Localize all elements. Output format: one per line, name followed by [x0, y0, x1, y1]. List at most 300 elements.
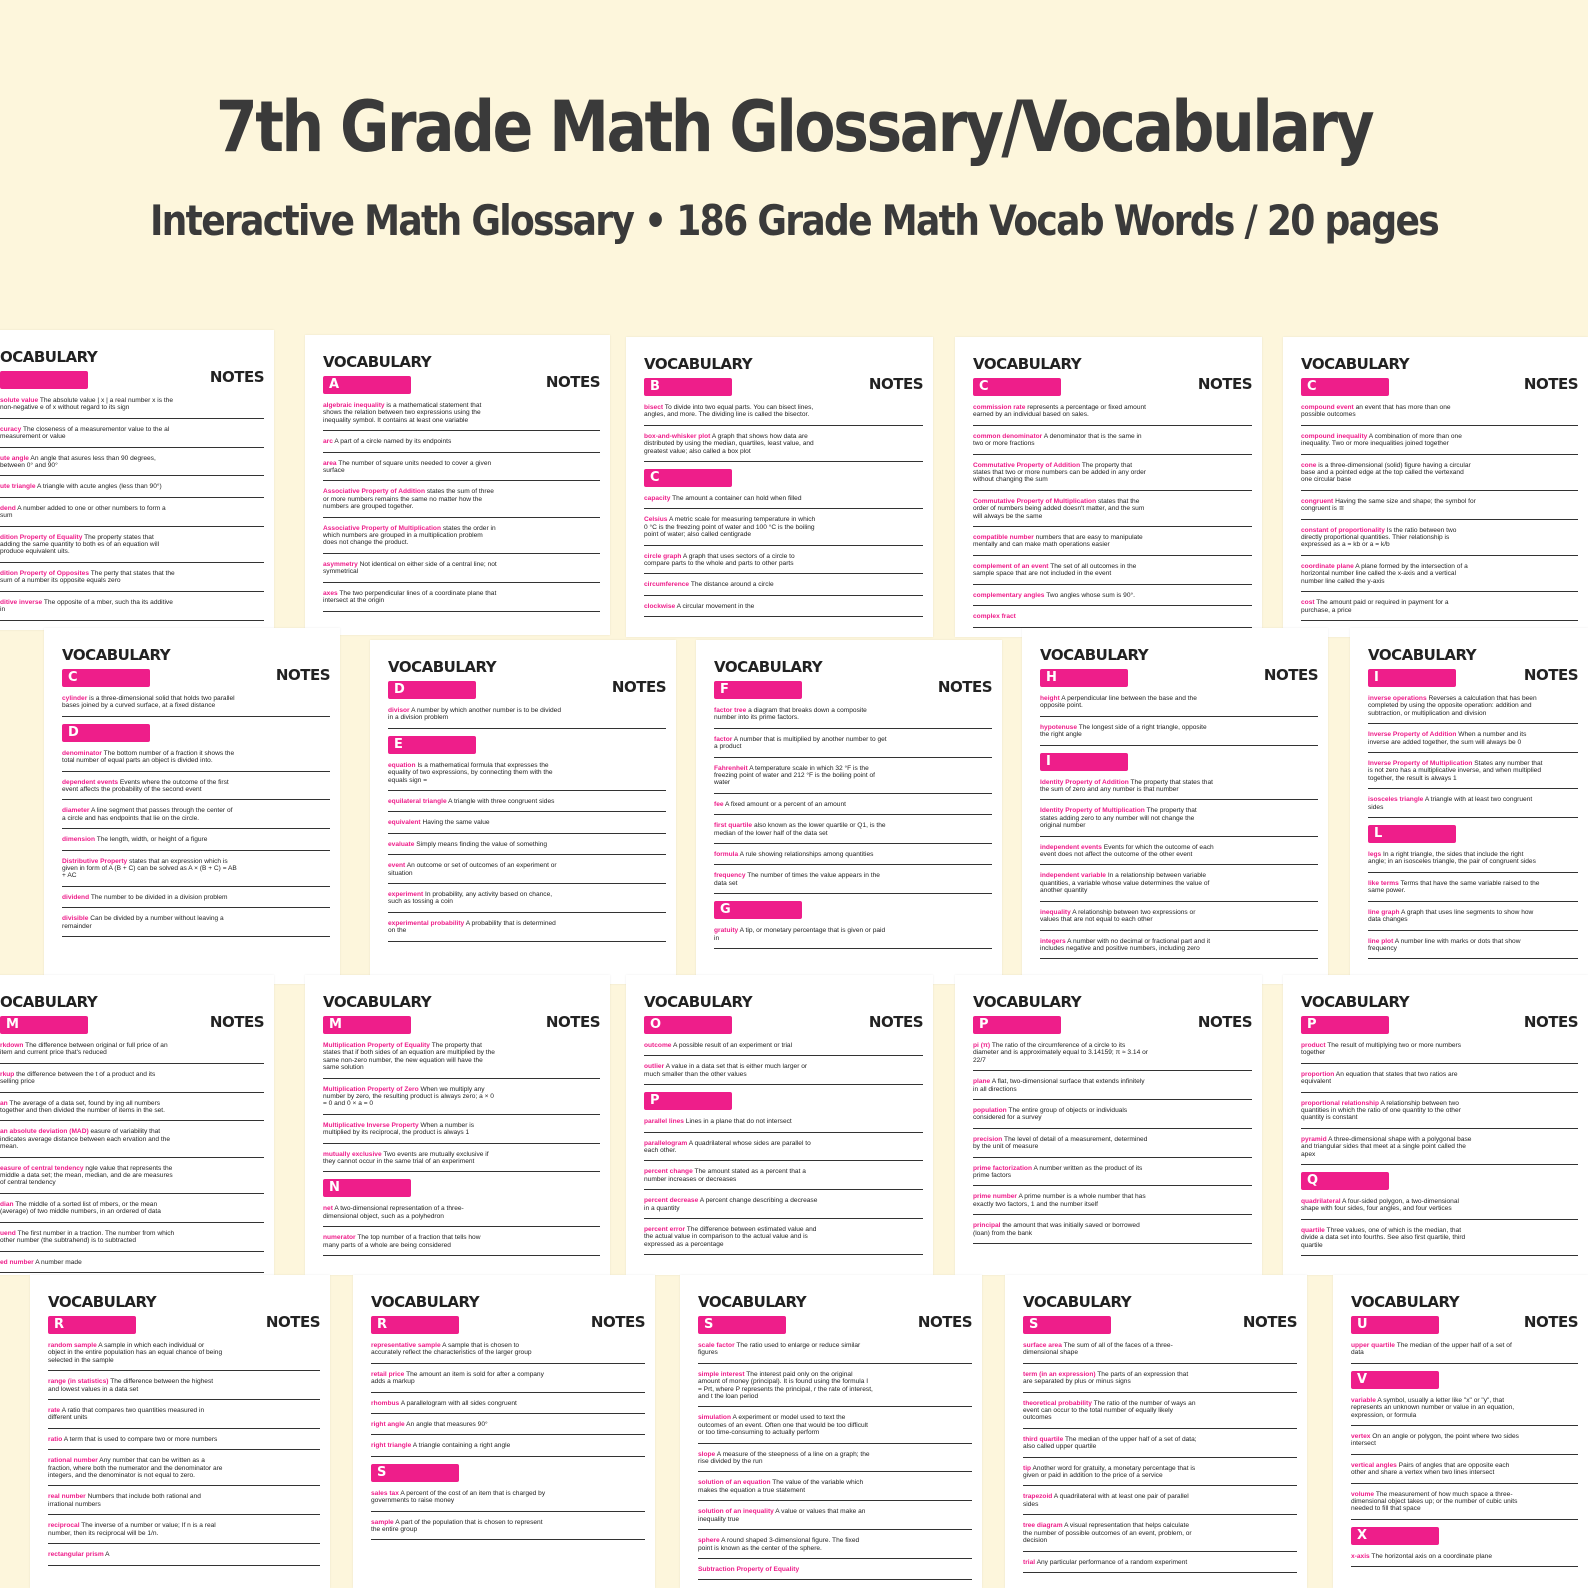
glossary-term: rectangular prism	[48, 1551, 104, 1559]
vocabulary-page	[680, 1275, 982, 1588]
glossary-entry	[698, 1371, 972, 1408]
vocabulary-page	[696, 640, 1002, 984]
vocabulary-heading: VOCABULARY	[1040, 646, 1149, 664]
glossary-definition: A visual representation that helps calculate the number of possible outcomes of an event, problem, or decision	[1023, 1522, 1192, 1545]
glossary-term: fee	[714, 800, 724, 808]
vocabulary-page	[44, 628, 340, 984]
glossary-definition: The number of square units needed to cover a given surface	[323, 459, 492, 475]
glossary-entry	[1368, 938, 1578, 960]
glossary-entry	[714, 765, 992, 794]
glossary-definition: A number added to one or other numbers to form a sum	[0, 504, 166, 520]
glossary-definition: The horizontal axis on a coordinate plane	[1371, 1552, 1493, 1560]
glossary-definition: The number of times the value appears in the data set	[714, 872, 880, 887]
glossary-term: precision	[973, 1135, 1003, 1143]
glossary-term: circumference	[644, 581, 690, 589]
glossary-definition: The property that states adding zero to any number will not change the original number	[1040, 807, 1197, 830]
glossary-definition: The sum of all of the faces of a three-dimensional shape	[1023, 1342, 1173, 1357]
glossary-entry	[698, 1451, 972, 1473]
glossary-entries	[1023, 1313, 1297, 1580]
glossary-definition: The interest paid only on the original amount of money (principal). It is found using the formula I = Prt, where P represents the principal, r the rate of interest, and t the loan period	[698, 1370, 873, 1401]
glossary-term: rational number	[48, 1457, 98, 1465]
glossary-term: Multiplicative Inverse Property	[323, 1121, 419, 1129]
glossary-entries	[1040, 666, 1318, 966]
glossary-entry	[48, 1457, 320, 1486]
glossary-entry	[698, 1479, 972, 1501]
glossary-entry	[1368, 909, 1578, 931]
glossary-term: height	[1040, 695, 1060, 702]
glossary-entry	[371, 1371, 645, 1393]
glossary-entry	[1023, 1436, 1297, 1458]
glossary-entry	[973, 433, 1252, 455]
glossary-definition: When a number and its inverse are added together, the sum will always be 0	[1368, 731, 1527, 746]
letter-badge: E	[388, 736, 476, 754]
glossary-entry	[388, 707, 666, 729]
glossary-term: cost	[1301, 599, 1315, 607]
glossary-entry	[644, 516, 923, 545]
header	[0, 0, 1588, 330]
glossary-definition: A triangle with acute angles (less than 90°)	[37, 483, 162, 491]
glossary-term: sample	[371, 1518, 394, 1526]
glossary-term: independent variable	[1040, 872, 1106, 880]
vocabulary-heading: VOCABULARY	[62, 646, 171, 664]
glossary-entry	[973, 1107, 1252, 1129]
glossary-term: cylinder	[62, 695, 88, 702]
glossary-entry	[644, 553, 923, 575]
glossary-entry	[1040, 872, 1318, 901]
letter-badge: G	[714, 901, 802, 919]
glossary-entry	[1301, 462, 1578, 491]
glossary-term: pi (π)	[973, 1042, 991, 1049]
glossary-definition: Two angles whose sum is 90°.	[1046, 591, 1135, 599]
glossary-definition: A round shaped 3-dimensional figure. The fixed point is known as the center of the sphere.	[698, 1537, 860, 1552]
glossary-entry	[323, 402, 600, 431]
glossary-term: range (in statistics)	[48, 1378, 109, 1386]
glossary-term: solute value	[0, 397, 39, 404]
glossary-entry	[0, 599, 264, 621]
glossary-term: quartile	[1301, 1226, 1325, 1234]
glossary-term: congruent	[1301, 497, 1334, 505]
glossary-entry	[323, 438, 600, 452]
glossary-definition: The length, width, or height of a figure	[96, 836, 208, 844]
glossary-term: Celsius	[644, 516, 668, 524]
glossary-entry	[48, 1407, 320, 1429]
glossary-definition: The ratio used to enlarge or reduce similar figures	[698, 1342, 861, 1357]
glossary-term: third quartile	[1023, 1435, 1064, 1443]
glossary-entries	[371, 1313, 645, 1547]
glossary-term: dimension	[62, 836, 95, 844]
glossary-definition: A relationship between two quantities in which the ratio of one quantity to the other quantity is constant	[1301, 1099, 1461, 1122]
glossary-term: event	[388, 862, 406, 870]
glossary-definition: also known as the lower quartile or Q1, is the median of the lower half of the data set	[714, 822, 886, 837]
glossary-definition: A graph that shows how data are distributed by using the median, quartiles, least value, and greatest value; also called a box plot	[644, 432, 814, 455]
glossary-entry	[0, 1259, 264, 1273]
letter-badge: S	[1023, 1316, 1111, 1334]
glossary-term: uend	[0, 1229, 16, 1237]
glossary-definition: A circular movement in the	[676, 602, 755, 610]
glossary-term: factor tree	[714, 707, 747, 714]
glossary-term: capacity	[644, 495, 671, 503]
glossary-entry	[323, 460, 600, 482]
glossary-term: simulation	[698, 1414, 731, 1422]
glossary-entry	[1301, 1198, 1578, 1220]
glossary-entry	[323, 1086, 600, 1115]
glossary-term: plane	[973, 1078, 991, 1086]
glossary-entry	[323, 590, 600, 612]
glossary-entry	[1040, 938, 1318, 960]
glossary-entry	[1351, 1433, 1578, 1455]
glossary-definition: The perty that states that the sum of a number its opposite equals zero	[0, 569, 175, 585]
glossary-entry	[371, 1342, 645, 1364]
glossary-definition: Any number that can be written as a fraction, where both the numerator and the denominator are integers, and the denominator is not equal to zero.	[48, 1457, 223, 1480]
notes-heading: NOTES	[209, 368, 264, 386]
glossary-term: experimental probability	[388, 919, 465, 927]
glossary-term: dition Property of Opposites	[0, 569, 90, 577]
vocabulary-heading: VOCABULARY	[388, 658, 497, 676]
glossary-definition: A part of a circle named by its endpoints	[334, 438, 452, 446]
glossary-term: ditive inverse	[0, 598, 43, 606]
glossary-entry	[0, 397, 264, 419]
glossary-definition: An outcome or set of outcomes of an experiment or situation	[388, 862, 557, 877]
glossary-term: net	[323, 1205, 333, 1213]
glossary-entry	[644, 1140, 923, 1162]
glossary-term: constant of proportionality	[1301, 526, 1385, 534]
glossary-definition: The measurement of how much space a three-dimensional object takes up; or the number of cubic units needed to fill that space	[1351, 1490, 1518, 1513]
glossary-entry	[973, 1165, 1252, 1187]
vocabulary-heading: VOCABULARY	[323, 353, 432, 371]
glossary-entry	[1023, 1371, 1297, 1393]
glossary-term: hypotenuse	[1040, 723, 1078, 731]
glossary-entry	[62, 750, 330, 772]
glossary-entry	[48, 1522, 320, 1544]
glossary-entry	[62, 894, 330, 908]
glossary-term: ratio	[48, 1435, 63, 1443]
glossary-entry	[644, 581, 923, 595]
letter-badge: M	[0, 1016, 88, 1034]
glossary-definition: A temperature scale in which 32 °F is the freezing point of water and 212 °F is the boiling point of water	[714, 764, 875, 787]
glossary-entry	[0, 1230, 264, 1252]
glossary-term: equilateral triangle	[388, 798, 447, 806]
glossary-definition: a diagram that breaks down a composite number into its prime factors.	[714, 707, 867, 722]
glossary-definition: Lines in a plane that do not intersect	[685, 1118, 792, 1126]
glossary-entry	[388, 891, 666, 913]
glossary-definition: An angle that measures 90°	[406, 1421, 488, 1429]
glossary-term: percent error	[644, 1226, 686, 1234]
glossary-entry	[0, 426, 264, 448]
glossary-entry	[371, 1519, 645, 1541]
glossary-term: bisect	[644, 404, 664, 411]
glossary-definition: A probability that is determined on the	[388, 919, 556, 935]
vocabulary-heading: VOCABULARY	[714, 658, 823, 676]
glossary-term: inequality	[1040, 908, 1071, 916]
glossary-definition: A metric scale for measuring temperature in which 0 °C is the freezing point of water and 100 °C is the boiling point of water; also called centigrade	[644, 516, 816, 539]
letter-badge: I	[1368, 669, 1456, 687]
glossary-term: algebraic inequality	[323, 402, 385, 409]
glossary-entries	[62, 666, 330, 944]
glossary-entry	[1301, 433, 1578, 455]
glossary-term: tip	[1023, 1464, 1032, 1472]
glossary-definition: A plane formed by the intersection of a horizontal number line called the x-axis and a vertical number line called the y-axis	[1301, 562, 1468, 585]
vocabulary-heading: VOCABULARY	[973, 355, 1082, 373]
glossary-term: Identity Property of Addition	[1040, 778, 1129, 786]
glossary-definition: A value or values that make an inequality true	[698, 1508, 866, 1523]
glossary-entry	[1040, 909, 1318, 931]
glossary-entry	[1023, 1522, 1297, 1551]
letter-badge: D	[62, 724, 150, 742]
glossary-definition: A parallelogram with all sides congruent	[400, 1399, 517, 1407]
glossary-term: rhombus	[371, 1399, 400, 1407]
glossary-definition: A triangle with at least two congruent sides	[1368, 796, 1533, 811]
glossary-term: Identity Property of Multiplication	[1040, 807, 1145, 815]
glossary-term: ute angle	[0, 454, 29, 462]
glossary-entry	[1368, 880, 1578, 902]
glossary-term: simple interest	[698, 1370, 745, 1378]
notes-heading: NOTES	[1242, 1313, 1297, 1331]
glossary-term: Associative Property of Multiplication	[323, 524, 441, 532]
glossary-entries	[323, 373, 600, 619]
glossary-term: ute triangle	[0, 483, 36, 491]
glossary-definition: A tip, or monetary percentage that is given or paid in	[714, 927, 886, 942]
vocabulary-heading: VOCABULARY	[1368, 646, 1477, 664]
glossary-definition: states that the order of numbers being added doesn't matter, and the sum will always be the same	[973, 497, 1145, 520]
glossary-definition: The middle of a sorted list of mbers, or the mean (average) of two middle numbers, in an ordered of data	[0, 1200, 161, 1216]
glossary-entry	[1368, 796, 1578, 818]
glossary-term: numerator	[323, 1234, 356, 1242]
glossary-definition: The property that states that if both sides of an equation are multiplied by the same non-zero number, the new equation will have the same solution	[323, 1042, 495, 1072]
glossary-definition: Having the same size and shape; the symbol for congruent is ≅	[1301, 497, 1476, 513]
glossary-entry	[62, 915, 330, 937]
glossary-definition: The difference between original or full price of an item and current price that's reduced	[0, 1042, 168, 1057]
glossary-term: Inverse Property of Addition	[1368, 731, 1457, 739]
glossary-entry	[1040, 695, 1318, 717]
glossary-term: formula	[714, 851, 739, 859]
glossary-entry	[1023, 1465, 1297, 1487]
glossary-entry	[1351, 1462, 1578, 1484]
glossary-term: legs	[1368, 851, 1382, 859]
glossary-definition: an event that has more than one possible outcomes	[1301, 404, 1451, 419]
letter-badge: P	[1301, 1016, 1389, 1034]
glossary-term: area	[323, 459, 337, 467]
glossary-definition: A flat, two-dimensional surface that extends infinitely in all directions	[973, 1078, 1145, 1093]
letter-badge: P	[644, 1092, 732, 1110]
vocabulary-page	[1333, 1275, 1588, 1588]
glossary-term: theoretical probability	[1023, 1399, 1092, 1407]
glossary-entry	[1301, 1227, 1578, 1256]
letter-badge: X	[1351, 1527, 1439, 1545]
glossary-definition: ngle value that represents the middle a data set; the mean, median, and de are measures of central tendency	[0, 1164, 173, 1187]
glossary-definition: A number written as the product of its prime factors	[973, 1164, 1143, 1180]
glossary-entries	[1301, 375, 1578, 628]
glossary-term: dividend	[62, 893, 90, 901]
glossary-entry	[0, 505, 264, 527]
glossary-entries	[1301, 1013, 1578, 1263]
glossary-term: quadrilateral	[1301, 1198, 1341, 1206]
glossary-term: right angle	[371, 1421, 405, 1429]
glossary-term: parallel lines	[644, 1118, 684, 1126]
notes-heading: NOTES	[1523, 666, 1578, 684]
glossary-definition: Numbers that include both rational and irrational numbers	[48, 1493, 201, 1508]
letter-badge: C	[644, 469, 732, 487]
vocabulary-heading: VOCABULARY	[1023, 1293, 1132, 1311]
glossary-definition: A symbol, usually a letter like "x" or "y", that represents an unknown number or value in an equation, expression, or formula	[1351, 1396, 1515, 1419]
glossary-entry	[0, 570, 264, 592]
glossary-entries	[1351, 1313, 1578, 1574]
glossary-definition: Not identical on either side of a central line; not symmetrical	[323, 560, 497, 576]
notes-heading: NOTES	[545, 373, 600, 391]
page-title: 7th Grade Math Glossary/Vocabulary	[215, 86, 1373, 168]
glossary-entry	[0, 483, 264, 497]
glossary-entry	[644, 1168, 923, 1190]
glossary-definition: The property states that adding the same quantity to both es of an equation will produce equivalent uits.	[0, 533, 160, 556]
glossary-entry	[323, 1042, 600, 1079]
glossary-term: principal	[973, 1222, 1001, 1230]
glossary-term: clockwise	[644, 602, 676, 610]
glossary-definition: A prime number is a whole number that has exactly two factors, 1 and the number itself	[973, 1193, 1146, 1208]
glossary-term: equivalent	[388, 819, 421, 827]
glossary-definition: A number that is multiplied by another number to get a product	[714, 735, 887, 751]
glossary-entry	[973, 1222, 1252, 1244]
glossary-term: prime factorization	[973, 1164, 1032, 1172]
glossary-entry	[0, 1128, 264, 1157]
glossary-entry	[0, 534, 264, 563]
glossary-definition: states the order in which numbers are grouped in a multiplication problem does not change the product.	[323, 524, 496, 547]
glossary-term: complementary angles	[973, 591, 1045, 599]
glossary-entries	[714, 678, 992, 956]
glossary-definition: The property that states that the sum of zero and any number is that number	[1040, 778, 1213, 794]
glossary-definition: Is the ratio between two directly proportional quantities. Thier relationship is expressed as a = kb or a = k/b	[1301, 526, 1457, 549]
glossary-definition: In a right triangle, the sides that include the right angle; in an isosceles triangle, the pair of congruent sides	[1368, 851, 1536, 866]
glossary-term: dend	[0, 504, 16, 512]
glossary-definition: Events for which the outcome of each event does not affect the outcome of the other event	[1040, 843, 1214, 859]
glossary-entry	[1301, 1071, 1578, 1093]
notes-heading: NOTES	[1523, 1313, 1578, 1331]
glossary-entry	[973, 462, 1252, 491]
glossary-definition: Any particular performance of a random experiment	[1036, 1558, 1188, 1566]
glossary-definition: A four-sided polygon, a two-dimensional shape with four sides, four angles, and four vertices	[1301, 1198, 1459, 1213]
glossary-term: compound inequality	[1301, 432, 1368, 440]
glossary-entry	[388, 819, 666, 833]
glossary-definition: Three values, one of which is the median, that divide a data set into fourths. See also first quartile, third quartile	[1301, 1226, 1466, 1249]
glossary-term: line plot	[1368, 937, 1394, 945]
vocabulary-page	[955, 337, 1262, 637]
glossary-entries	[1368, 666, 1578, 966]
vocabulary-page	[626, 975, 933, 1275]
vocabulary-heading: VOCABULARY	[973, 993, 1082, 1011]
glossary-entry	[323, 1234, 600, 1256]
glossary-term: outcome	[644, 1042, 672, 1049]
glossary-term: real number	[48, 1493, 86, 1501]
glossary-entry	[388, 841, 666, 855]
glossary-term: complex fract	[973, 613, 1016, 621]
glossary-definition: In a relationship between variable quantities, a variable whose value determines the value of another quantity	[1040, 872, 1210, 895]
glossary-entry	[1301, 563, 1578, 592]
glossary-entry	[0, 1100, 264, 1122]
glossary-entry	[371, 1490, 645, 1512]
notes-heading: NOTES	[1263, 666, 1318, 684]
glossary-term: random sample	[48, 1342, 97, 1349]
glossary-term: surface area	[1023, 1342, 1062, 1349]
glossary-entry	[714, 707, 992, 729]
glossary-entry	[1351, 1342, 1578, 1364]
glossary-definition: The difference between estimated value and the actual value in comparison to the actual value and is expressed as a percentage	[644, 1226, 817, 1248]
letter-badge: I	[1040, 753, 1128, 771]
glossary-entry	[973, 1136, 1252, 1158]
glossary-definition: is a three-dimensional (solid) figure having a circular base and a pointed edge at the top called the vertexand one circular base	[1301, 461, 1471, 484]
glossary-entry	[714, 822, 992, 844]
glossary-definition: states that an expression which is given in form of A (B + C) can be solved as A × (B + C) = AB + AC	[62, 857, 237, 880]
glossary-definition: The inverse of a number or value; If n is a real number, then its reciprocal will be 1/n.	[48, 1522, 216, 1537]
vocabulary-page	[30, 1275, 330, 1588]
glossary-definition: A number with no decimal or fractional part and it includes negative and positive numbers, including zero	[1040, 937, 1211, 952]
glossary-term: proportion	[1301, 1070, 1335, 1078]
glossary-definition: A combination of more than one inequality. Two or more inequalities joined together	[1301, 432, 1462, 448]
glossary-entries	[48, 1313, 320, 1573]
glossary-term: cone	[1301, 461, 1317, 469]
vocabulary-heading: OCABULARY	[0, 348, 98, 366]
glossary-term: like terms	[1368, 879, 1399, 887]
glossary-entry	[0, 1201, 264, 1223]
glossary-entry	[1023, 1400, 1297, 1429]
glossary-term: solution of an inequality	[698, 1508, 774, 1516]
vocabulary-heading: VOCABULARY	[371, 1293, 480, 1311]
glossary-term: Multiplication Property of Equality	[323, 1042, 430, 1049]
glossary-term: independent events	[1040, 843, 1102, 851]
glossary-entry	[1040, 844, 1318, 866]
glossary-entry	[1351, 1553, 1578, 1567]
glossary-entry	[323, 488, 600, 517]
vocabulary-page	[305, 335, 610, 635]
vocabulary-page	[955, 975, 1262, 1275]
glossary-term: variable	[1351, 1396, 1376, 1404]
glossary-term: diameter	[62, 807, 90, 815]
notes-heading: NOTES	[1197, 1013, 1252, 1031]
glossary-definition: A quadrilateral whose sides are parallel to each other.	[644, 1139, 811, 1155]
glossary-entries	[0, 1013, 264, 1275]
glossary-term: an absolute deviation (MAD)	[0, 1128, 89, 1136]
glossary-term: asymmetry	[323, 560, 358, 568]
glossary-term: reciprocal	[48, 1522, 80, 1530]
glossary-term: product	[1301, 1042, 1326, 1049]
glossary-entry	[48, 1342, 320, 1371]
glossary-definition: A possible result of an experiment or trial	[672, 1042, 793, 1049]
glossary-entry	[1301, 498, 1578, 520]
notes-heading: NOTES	[1523, 1013, 1578, 1031]
glossary-definition: The longest side of a right triangle, opposite the right angle	[1040, 723, 1207, 739]
glossary-term: dition Property of Equality	[0, 533, 83, 541]
glossary-entry	[62, 836, 330, 850]
glossary-term: denominator	[62, 749, 102, 757]
glossary-entry	[388, 920, 666, 942]
glossary-entry	[388, 862, 666, 884]
glossary-term: an	[0, 1099, 8, 1107]
glossary-term: volume	[1351, 1490, 1375, 1498]
glossary-definition: A fixed amount or a percent of an amount	[725, 800, 846, 808]
vocabulary-page	[1283, 975, 1588, 1275]
vocabulary-heading: VOCABULARY	[1351, 1293, 1460, 1311]
glossary-term: inverse operations	[1368, 695, 1427, 702]
glossary-term: scale factor	[698, 1342, 735, 1349]
glossary-definition: The property that states that two or more numbers can be added in any order without changing the sum	[973, 461, 1146, 484]
glossary-entries	[973, 375, 1252, 635]
vocabulary-heading: VOCABULARY	[644, 355, 753, 373]
glossary-entry	[644, 1063, 923, 1085]
letter-badge: U	[1351, 1316, 1439, 1334]
glossary-term: Fahrenheit	[714, 764, 748, 772]
glossary-term: evaluate	[388, 840, 415, 848]
glossary-entry	[1368, 731, 1578, 753]
glossary-term: frequency	[714, 872, 746, 880]
glossary-term: Subtraction Property of Equality	[698, 1565, 800, 1573]
glossary-term: Commutative Property of Multiplication	[973, 497, 1097, 505]
